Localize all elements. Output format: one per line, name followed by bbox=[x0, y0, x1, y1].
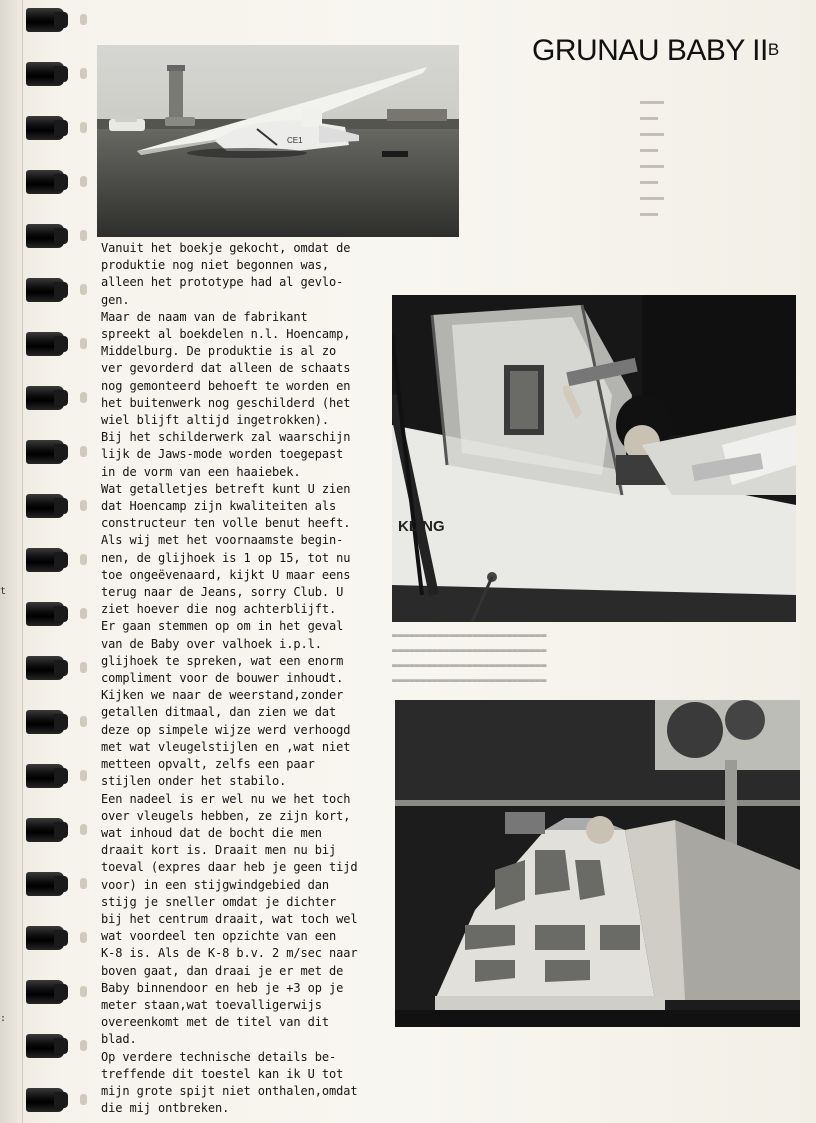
binding-hole bbox=[80, 1040, 87, 1051]
bleed-through-text: ▬▬▬▬ ▬▬▬ ▬▬▬▬ ▬▬▬ ▬▬▬▬ ▬▬▬ ▬▬▬▬ ▬▬▬ bbox=[640, 97, 665, 220]
binding-hole bbox=[80, 14, 87, 25]
binding-ring bbox=[26, 494, 64, 518]
binding-ring bbox=[26, 980, 64, 1004]
binding-ring bbox=[26, 548, 64, 572]
binding-ring bbox=[26, 1088, 64, 1112]
binding-ring bbox=[26, 386, 64, 410]
photo-fuselage-text: KLING bbox=[398, 518, 445, 535]
binding-ring bbox=[26, 170, 64, 194]
adjacent-page-edge bbox=[0, 0, 23, 1123]
binding-ring bbox=[26, 62, 64, 86]
binding-ring bbox=[26, 278, 64, 302]
photo-glider-on-airfield bbox=[97, 45, 459, 237]
binding-ring bbox=[26, 710, 64, 734]
binding-ring bbox=[26, 818, 64, 842]
binding-hole bbox=[80, 392, 87, 403]
binding-hole bbox=[80, 338, 87, 349]
bleed-through-text: ▬▬▬▬▬▬▬▬▬▬▬▬▬▬▬▬▬▬▬▬▬▬▬▬▬▬▬ ▬▬▬▬▬▬▬▬▬▬▬▬▬▬▬▬▬▬▬▬▬▬▬▬▬▬▬ ▬▬▬▬▬▬▬▬▬▬▬▬▬▬▬▬▬▬▬▬▬▬▬▬▬▬▬ ▬▬▬▬▬▬▬▬▬▬▬▬▬▬▬▬▬▬▬▬▬▬▬▬▬▬▬ bbox=[392, 630, 547, 686]
article-body: Vanuit het boekje gekocht, omdat de produktie nog niet begonnen was, alleen het prototype had al gevlo- gen. Maar de naam van de fabrikant spreekt al boekdelen n.l. Hoencamp, Middelburg. De produktie is al zo ver gevorderd dat alleen de schaats nog gemonteerd behoeft te worden en het buitenwerk nog geschilderd (het wiel blijft altijd ingetrokken). Bij het schilderwerk zal waarschijn lijk de Jaws-mode worden toegepast in de vorm van een haaiebek. Wat getalletjes betreft kunt U zien dat Hoencamp zijn kwaliteiten als constructeur ten volle benut heeft. Als wij met het voornaamste begin- nen, de glijhoek is 1 op 15, tot nu toe ongeëvenaard, kijkt U maar eens terug naar de Jeans, sorry Club. U ziet hoever die nog achterblijft. Er gaan stemmen op om in het geval van de Baby over valhoek i.p.l. glijhoek te spreken, wat een enorm compliment voor de bouwer inhoudt. Kijken we naar de weerstand,zonder getallen ditmaal, dan zien we dat deze op simpele wijze werd verhoogd met wat vleugelstijlen en ,wat niet metteen opvalt, zelfs een paar stijlen onder het stabilo. Een nadeel is er wel nu we het toch over vleugels hebben, ze zijn kort, wat inhoud dat de bocht die men draait kort is. Draait men nu bij toeval (expres daar heb je geen tijd voor) in een stijgwindgebied dan stijg je sneller omdat je dichter bij het centrum draait, wat toch wel wat voordeel ten opzichte van een K-8 is. Als de K-8 b.v. 2 m/sec naar boven gaat, dan draai je er met de Baby binnendoor en heb je +3 op je meter staan,wat toevalligerwijs overeenkomt met de titel van dit blad. Op verdere technische details be- treffende dit toestel kan ik U tot mijn grote spijt niet onthalen,omdat die mij ontbreken. bbox=[101, 241, 358, 1116]
binding-hole bbox=[80, 662, 87, 673]
binding-hole bbox=[80, 608, 87, 619]
binding-hole bbox=[80, 230, 87, 241]
binding-hole bbox=[80, 446, 87, 457]
binding-ring bbox=[26, 224, 64, 248]
spiral-binding bbox=[22, 0, 72, 1123]
binding-ring bbox=[26, 332, 64, 356]
page-title: GRUNAU BABY $II^B$ bbox=[532, 34, 779, 67]
binding-hole bbox=[80, 122, 87, 133]
binding-ring bbox=[26, 602, 64, 626]
binding-hole bbox=[80, 770, 87, 781]
binding-ring bbox=[26, 764, 64, 788]
binding-hole bbox=[80, 986, 87, 997]
binding-hole bbox=[80, 878, 87, 889]
binding-ring bbox=[26, 926, 64, 950]
binding-hole bbox=[80, 68, 87, 79]
binding-hole bbox=[80, 932, 87, 943]
binding-hole bbox=[80, 176, 87, 187]
binding-ring bbox=[26, 116, 64, 140]
binding-ring bbox=[26, 1034, 64, 1058]
binding-hole bbox=[80, 554, 87, 565]
binding-ring bbox=[26, 8, 64, 32]
binding-hole bbox=[80, 500, 87, 511]
binding-ring bbox=[26, 872, 64, 896]
photo-fuselage-frame bbox=[395, 700, 800, 1027]
binding-hole bbox=[80, 284, 87, 295]
binding-hole bbox=[80, 1094, 87, 1105]
binding-ring bbox=[26, 440, 64, 464]
photo-tail-code: CE1 bbox=[287, 136, 303, 145]
binding-hole bbox=[80, 824, 87, 835]
binding-hole bbox=[80, 716, 87, 727]
binding-ring bbox=[26, 656, 64, 680]
margin-fragment: t bbox=[0, 586, 7, 597]
margin-fragment: : bbox=[0, 1013, 7, 1024]
photo-child-in-cockpit bbox=[392, 295, 796, 622]
